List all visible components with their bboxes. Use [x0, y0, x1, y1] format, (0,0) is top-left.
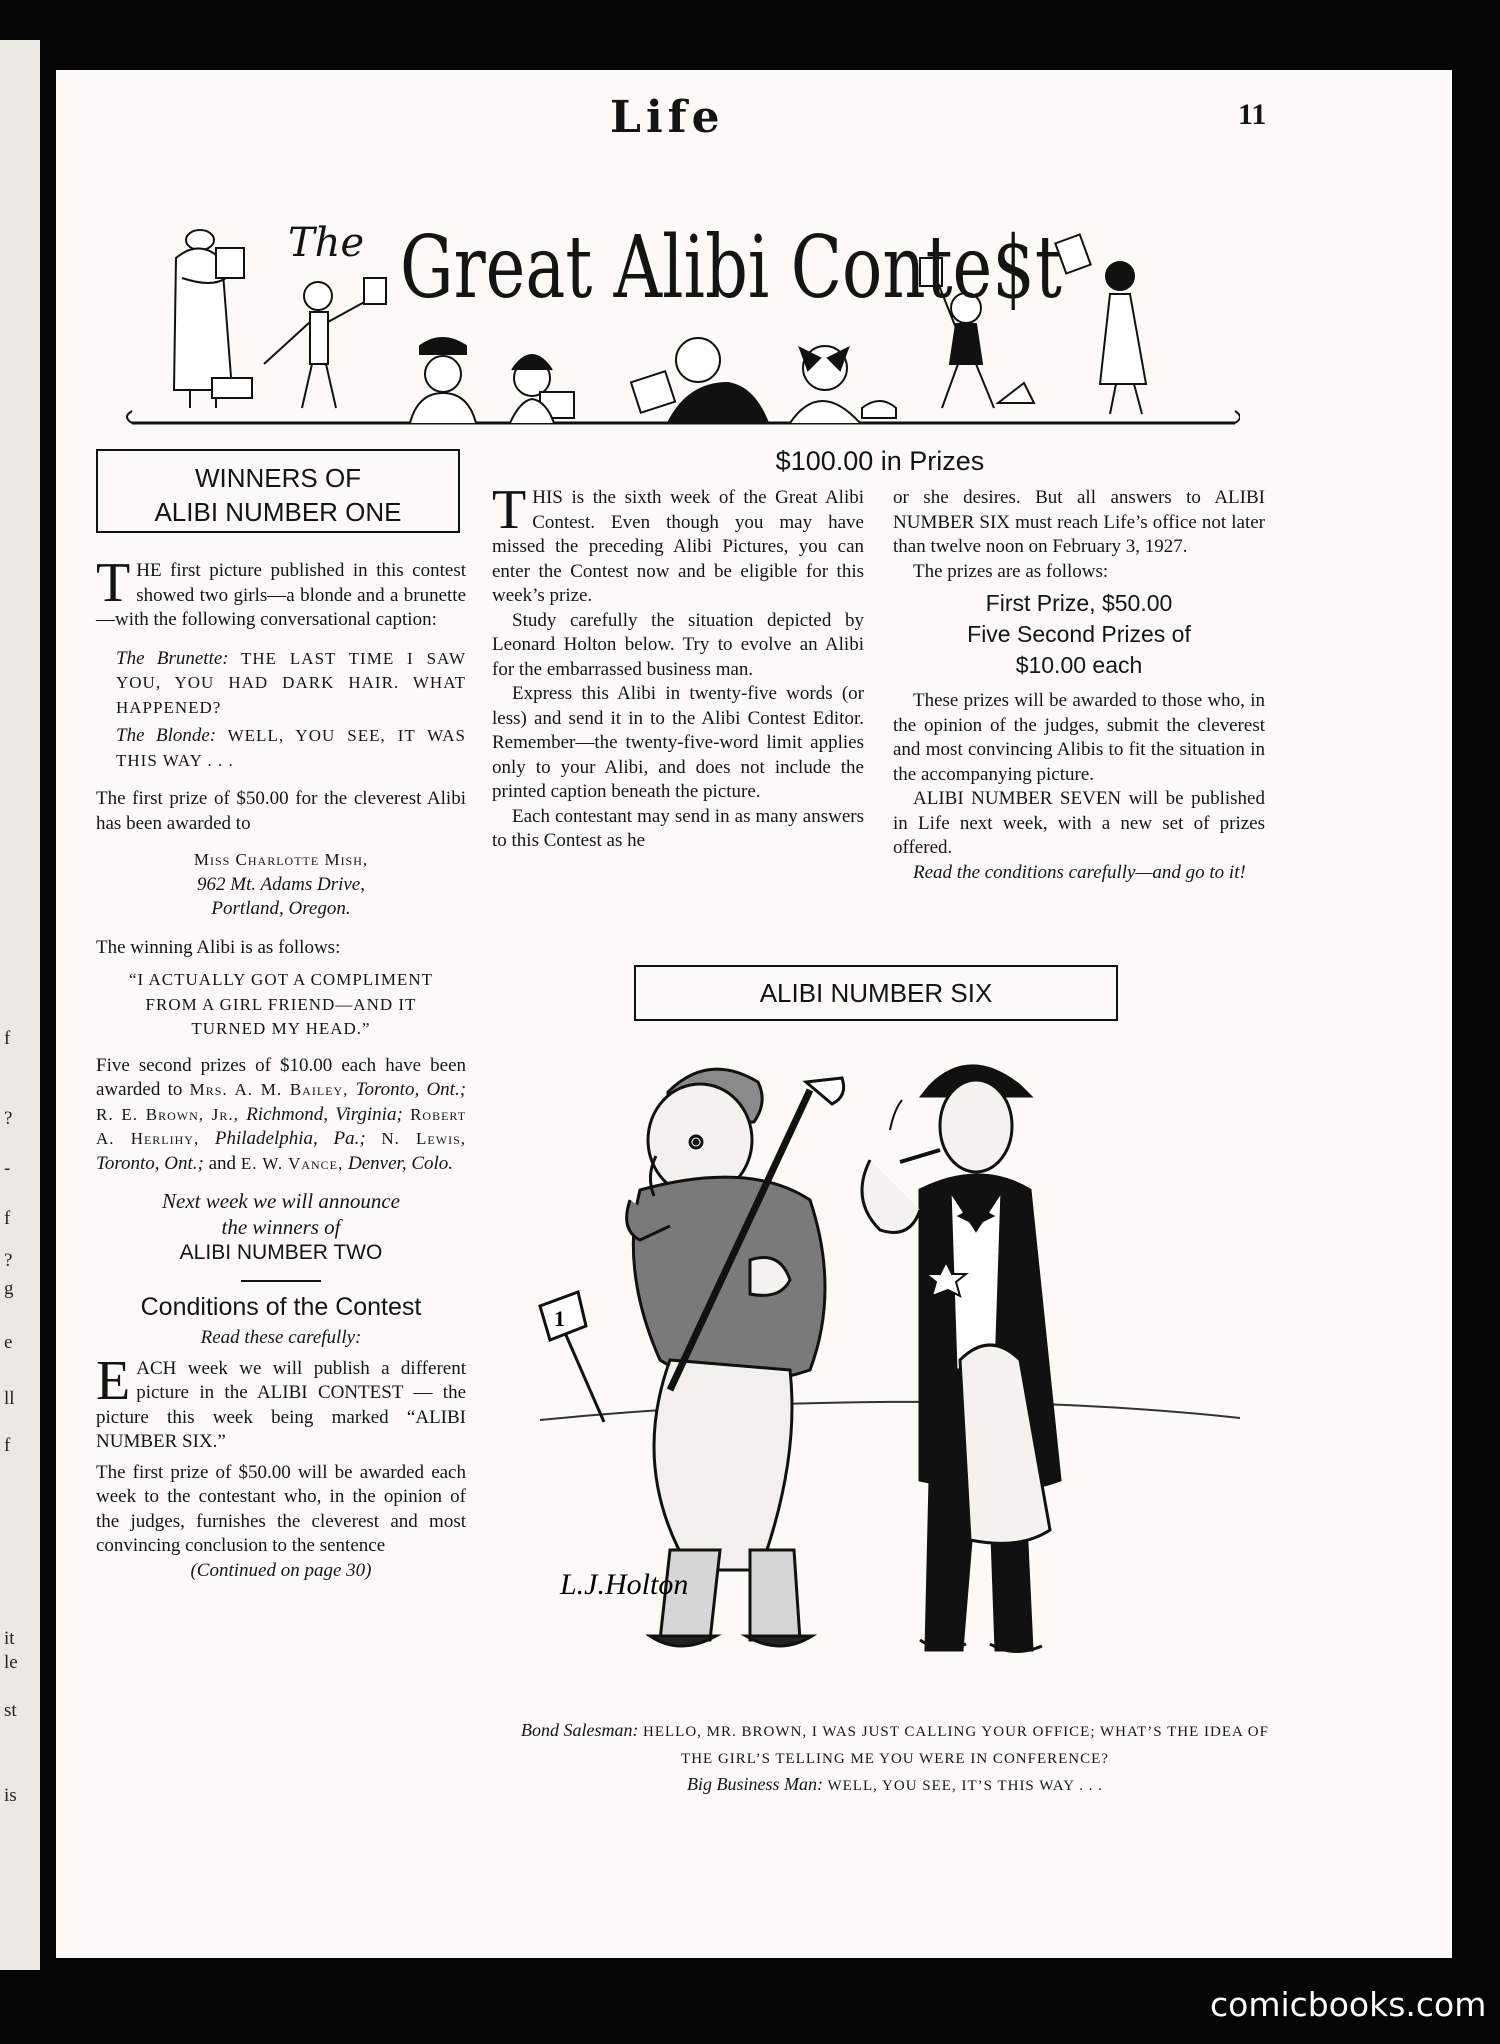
closing-line: Read the conditions carefully—and go to it!	[913, 861, 1246, 883]
prizes-right-column	[893, 486, 1265, 885]
flapper-woman-figure	[1055, 235, 1146, 414]
second-prizes-line2: $10.00 each	[1015, 652, 1143, 678]
page-number: 11	[1238, 98, 1267, 131]
drop-cap: E	[96, 1349, 131, 1412]
running-boy-figure	[264, 278, 386, 408]
contest-banner	[120, 218, 1240, 436]
caption-line-2: Big Business Man: WELL, YOU SEE, IT’S THIS WAY . . .	[686, 1774, 1103, 1794]
facing-page-edge	[0, 40, 40, 1970]
prizes-heading: $100.00 in Prizes	[775, 446, 985, 476]
first-prize-winner: Miss Charlotte Mish, 962 Mt. Adams Drive, Portland, Oregon.	[193, 850, 369, 919]
drop-cap: T	[96, 552, 131, 614]
next-alibi-paragraph: ALIBI NUMBER SEVEN will be published in Life next week, with a new set of prizes offered.	[893, 788, 1265, 858]
winners-box	[96, 449, 460, 533]
continued-note: (Continued on page 30)	[190, 1559, 372, 1581]
conditions-paragraph-1: EACH week we will publish a different picture in the ALIBI CONTEST — the picture this week being marked “ALIBI NUMBER SIX.”	[96, 1349, 466, 1452]
second-prizes-line1: Five Second Prizes of	[967, 621, 1191, 647]
golf-flag	[540, 1292, 604, 1422]
margin-fragment: it	[4, 1628, 15, 1649]
margin-fragment: g	[4, 1278, 14, 1299]
margin-fragment: ?	[4, 1108, 13, 1129]
artist-signature: L.J.Holton	[560, 1568, 689, 1601]
margin-fragment: is	[4, 1785, 17, 1806]
prizes-paragraph-2: Study carefully the situation depicted by Leonard Holton below. Try to evolve an Alibi for the embarrassed business man.	[492, 609, 864, 680]
reading-man-figure	[174, 230, 252, 408]
next-week-notice: Next week we will announce the winners of ALIBI NUMBER TWO	[162, 1189, 400, 1264]
girl-cloche-figure	[510, 355, 574, 423]
alibi-cartoon	[520, 1030, 1260, 1700]
bow-hat-woman-figure	[790, 346, 896, 423]
golfer-figure	[627, 1069, 844, 1646]
site-watermark: comicbooks.com	[1210, 1985, 1487, 2024]
bond-salesman-figure	[862, 1066, 1060, 1652]
margin-fragment: st	[4, 1700, 17, 1721]
deadline-paragraph: or she desires. But all answers to ALIBI NUMBER SIX must reach Life’s office not later than twelve noon on February 3, 1927.	[893, 487, 1265, 557]
winners-box-line2: ALIBI NUMBER ONE	[154, 497, 402, 527]
prizes-paragraph-1: THIS is the sixth week of the Great Alibi Contest. Even though you may have missed the preceding Alibi Pictures, you can enter the Contest now and be eligible for this week’s prize.	[492, 479, 864, 606]
prizes-paragraph-3: Express this Alibi in twenty-five words (or less) and send it in to the Alibi Contest Editor. Remember—the twenty-five-word limit applies only to your Alibi, and does not include the printed caption beneath the picture.	[492, 683, 864, 802]
prizes-paragraph-4: Each contestant may send in as many answers to this Contest as he	[492, 805, 864, 851]
second-prize-winners: Five second prizes of $10.00 each have been awarded to Mrs. A. M. Bailey, Toronto, Ont.; R. E. Brown, Jr., Richmond, Virginia; Robert A. Herlihy, Philadelphia, Pa.; N. Lewis, Toronto, Ont.; and E. W. Vance, Denver, Colo.	[96, 1054, 467, 1174]
margin-fragment: f	[4, 1435, 11, 1456]
prizes-intro: The prizes are as follows:	[913, 560, 1109, 582]
policeman-figure	[410, 338, 476, 423]
margin-fragment: ?	[4, 1250, 13, 1271]
margin-fragment: f	[4, 1208, 11, 1229]
prize-list	[893, 588, 1265, 681]
magazine-title: Life	[610, 92, 725, 143]
conditions-subheading: Read these carefully:	[200, 1327, 362, 1348]
winners-paragraph-3: The winning Alibi is as follows:	[96, 936, 341, 958]
caption-line-1: Bond Salesman: HELLO, MR. BROWN, I WAS JUST CALLING YOUR OFFICE; WHAT’S THE IDEA OF THE GIRL’S TELLING ME YOU WERE IN CONFERENCE?	[521, 1720, 1269, 1767]
winners-paragraph-2: The first prize of $50.00 for the cleverest Alibi has been awarded to	[96, 788, 466, 834]
conditions-heading: Conditions of the Contest	[140, 1293, 422, 1321]
margin-fragment: ll	[4, 1388, 15, 1409]
drop-cap: T	[492, 479, 527, 541]
cartoon-caption	[515, 1718, 1275, 1799]
section-divider	[241, 1280, 321, 1282]
winners-paragraph-1: THE first picture published in this contest showed two girls—a blonde and a brunette—with the following conversational caption:	[96, 552, 466, 630]
winners-box-line1: WINNERS OF	[194, 463, 362, 493]
brunette-dialogue: The Brunette: THE LAST TIME I SAW YOU, YOU HAD DARK HAIR. WHAT HAPPENED?	[116, 647, 467, 717]
conditions-paragraph-2: The first prize of $50.00 will be awarded each week to the contestant who, in the opinion of the judges, furnishes the cleverest and most convincing conclusion to the sentence	[96, 1461, 466, 1556]
winners-column	[96, 449, 466, 1583]
bald-man-figure	[631, 338, 768, 423]
blonde-dialogue: The Blonde: WELL, YOU SEE, IT WAS THIS WAY . . .	[116, 725, 466, 770]
margin-fragment: -	[4, 1158, 11, 1179]
winning-alibi: “I ACTUALLY GOT A COMPLIMENT FROM A GIRL FRIEND—AND IT TURNED MY HEAD.”	[129, 970, 433, 1038]
flag-number: 1	[554, 1306, 565, 1331]
margin-fragment: e	[4, 1332, 13, 1353]
judging-paragraph: These prizes will be awarded to those who, in the opinion of the judges, submit the cleverest and most convincing Alibis to fit the situation in the accompanying picture.	[893, 690, 1265, 785]
banner-title: Great Alibi Conte$t	[400, 218, 1062, 318]
first-prize: First Prize, $50.00	[985, 590, 1173, 616]
margin-fragment: le	[4, 1652, 18, 1673]
prizes-middle-column	[492, 479, 864, 854]
alibi-six-box: ALIBI NUMBER SIX	[634, 965, 1118, 1021]
margin-fragment: f	[4, 1028, 11, 1049]
banner-the: The	[288, 220, 365, 266]
